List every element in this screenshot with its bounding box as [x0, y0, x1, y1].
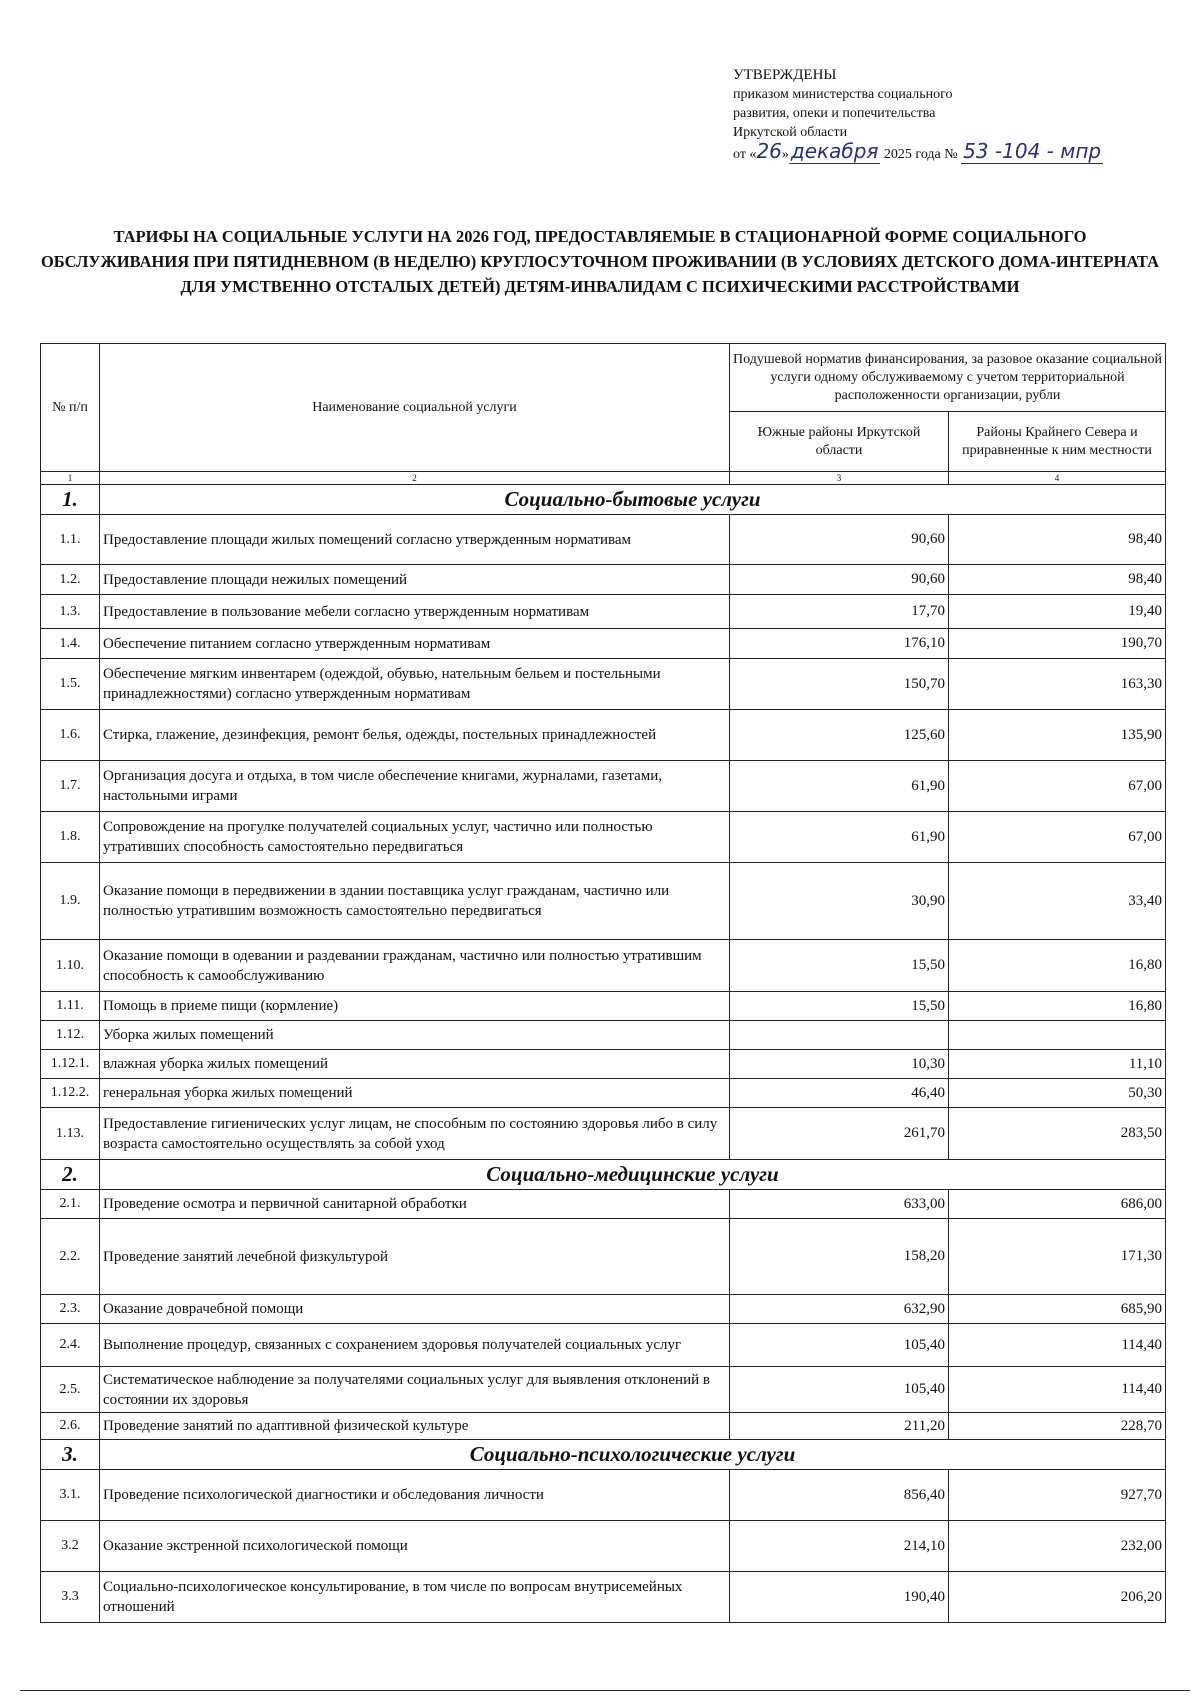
service-number: 1.7. [41, 761, 100, 812]
column-number-1: 1 [41, 472, 100, 485]
service-name: Предоставление в пользование мебели согласно утвержденным нормативам [100, 595, 730, 629]
column-number-3: 3 [730, 472, 949, 485]
tariff-south: 15,50 [730, 940, 949, 992]
tariff-south: 15,50 [730, 992, 949, 1021]
service-number: 1.8. [41, 812, 100, 863]
table-row [41, 863, 1166, 940]
tariff-north: 16,80 [949, 940, 1166, 992]
service-number: 1.3. [41, 595, 100, 629]
service-number: 1.13. [41, 1108, 100, 1160]
service-name: Проведение занятий по адаптивной физической культуре [100, 1413, 730, 1440]
tariff-south: 46,40 [730, 1079, 949, 1108]
tariff-south: 261,70 [730, 1108, 949, 1160]
service-number: 1.12.1. [41, 1050, 100, 1079]
header-south: Южные районы Иркутской области [730, 412, 949, 472]
service-name: Предоставление площади нежилых помещений [100, 565, 730, 595]
tariff-south: 105,40 [730, 1324, 949, 1367]
service-name: Помощь в приеме пищи (кормление) [100, 992, 730, 1021]
service-number: 1.12. [41, 1021, 100, 1050]
service-name: Оказание помощи в одевании и раздевании гражданам, частично или полностью утратившим способность к самообслуживанию [100, 940, 730, 992]
service-number: 1.10. [41, 940, 100, 992]
table-row [41, 1108, 1166, 1160]
service-name: Организация досуга и отдыха, в том числе обеспечение книгами, журналами, газетами, настольными играми [100, 761, 730, 812]
tariff-south: 211,20 [730, 1413, 949, 1440]
tariff-south: 150,70 [730, 659, 949, 710]
section-row [41, 485, 1166, 515]
tariff-north: 927,70 [949, 1470, 1166, 1521]
table-row [41, 629, 1166, 659]
service-number: 3.2 [41, 1521, 100, 1572]
handwritten-order-number: 53 -104 - мпр [963, 139, 1102, 163]
table-row [41, 1367, 1166, 1413]
tariff-south: 90,60 [730, 565, 949, 595]
service-number: 2.5. [41, 1367, 100, 1413]
header-num: № п/п [41, 344, 100, 472]
tariffs-table [40, 343, 1166, 1623]
service-name: Оказание помощи в передвижении в здании поставщика услуг гражданам, частично или полностью утратившим возможность самостоятельно передвигаться [100, 863, 730, 940]
tariff-north: 171,30 [949, 1219, 1166, 1295]
header-financing: Подушевой норматив финансирования, за разовое оказание социальной услуги одному обслуживаемому с учетом территориальной расположенности организации, рубли [730, 344, 1166, 412]
table-row [41, 761, 1166, 812]
tariff-north: 50,30 [949, 1079, 1166, 1108]
tariff-north: 19,40 [949, 595, 1166, 629]
table-header [41, 344, 1166, 485]
column-number-4: 4 [949, 472, 1166, 485]
tariff-north: 685,90 [949, 1295, 1166, 1324]
service-name: Сопровождение на прогулке получателей социальных услуг, частично или полностью утративших способность самостоятельно передвигаться [100, 812, 730, 863]
table-row [41, 1079, 1166, 1108]
tariff-south: 632,90 [730, 1295, 949, 1324]
year-text: 2025 года № [880, 147, 962, 162]
service-name: генеральная уборка жилых помещений [100, 1079, 730, 1108]
approval-stamp [733, 66, 1173, 164]
table-row [41, 1521, 1166, 1572]
tariff-north: 190,70 [949, 629, 1166, 659]
service-name: Уборка жилых помещений [100, 1021, 730, 1050]
approval-line-1: приказом министерства социального [733, 87, 953, 102]
tariff-north: 16,80 [949, 992, 1166, 1021]
tariff-south: 158,20 [730, 1219, 949, 1295]
tariff-south: 190,40 [730, 1572, 949, 1623]
approval-line-3: Иркутской области [733, 125, 848, 140]
tariff-south: 17,70 [730, 595, 949, 629]
date-prefix: от « [733, 147, 757, 162]
tariff-south: 214,10 [730, 1521, 949, 1572]
approval-date-line [733, 139, 1173, 164]
tariff-south: 30,90 [730, 863, 949, 940]
handwritten-day: 26 [756, 139, 782, 163]
section-row [41, 1160, 1166, 1190]
document-title: ТАРИФЫ НА СОЦИАЛЬНЫЕ УСЛУГИ НА 2026 ГОД, ПРЕДОСТАВЛЯЕМЫЕ В СТАЦИОНАРНОЙ ФОРМЕ СОЦИАЛЬНОГО ОБСЛУЖИВАНИЯ ПРИ ПЯТИДНЕВНОМ (В НЕДЕЛЮ) КРУГЛОСУТОЧНОМ ПРОЖИВАНИИ (В УСЛОВИЯХ ДЕТСКОГО ДОМА-ИНТЕРНАТА ДЛЯ УМСТВЕННО ОТСТАЛЫХ ДЕТЕЙ) ДЕТЯМ-ИНВАЛИДАМ С ПСИХИЧЕСКИМИ РАССТРОЙСТВАМИ [40, 227, 1160, 296]
service-number: 2.2. [41, 1219, 100, 1295]
approval-title: УТВЕРЖДЕНЫ [733, 67, 837, 83]
approval-line-2: развития, опеки и попечительства [733, 106, 936, 121]
tariff-north: 33,40 [949, 863, 1166, 940]
tariff-south: 61,90 [730, 812, 949, 863]
section-number: 1. [41, 485, 100, 515]
service-number: 2.3. [41, 1295, 100, 1324]
service-number: 2.4. [41, 1324, 100, 1367]
tariff-south: 856,40 [730, 1470, 949, 1521]
tariff-south: 61,90 [730, 761, 949, 812]
section-row [41, 1440, 1166, 1470]
tariff-south: 90,60 [730, 515, 949, 565]
tariff-south: 10,30 [730, 1050, 949, 1079]
service-name: Обеспечение питанием согласно утвержденным нормативам [100, 629, 730, 659]
table-row [41, 1190, 1166, 1219]
header-north: Районы Крайнего Севера и приравненные к ним местности [949, 412, 1166, 472]
table-body [41, 485, 1166, 1623]
service-number: 2.1. [41, 1190, 100, 1219]
service-number: 3.1. [41, 1470, 100, 1521]
bottom-divider [20, 1690, 1190, 1691]
tariff-north: 232,00 [949, 1521, 1166, 1572]
table-row [41, 1413, 1166, 1440]
tariff-south: 176,10 [730, 629, 949, 659]
service-number: 1.4. [41, 629, 100, 659]
handwritten-month: декабря [790, 139, 879, 163]
tariff-north: 67,00 [949, 761, 1166, 812]
table-row [41, 992, 1166, 1021]
table-row [41, 1021, 1166, 1050]
table-row [41, 1050, 1166, 1079]
tariff-north: 114,40 [949, 1324, 1166, 1367]
tariff-north: 228,70 [949, 1413, 1166, 1440]
table-row [41, 1324, 1166, 1367]
section-number: 2. [41, 1160, 100, 1190]
tariff-north: 67,00 [949, 812, 1166, 863]
table-row [41, 565, 1166, 595]
section-title: Социально-бытовые услуги [100, 485, 1166, 515]
service-name: Социально-психологическое консультирование, в том числе по вопросам внутрисемейных отношений [100, 1572, 730, 1623]
service-name: Проведение осмотра и первичной санитарной обработки [100, 1190, 730, 1219]
service-name: влажная уборка жилых помещений [100, 1050, 730, 1079]
tariff-north: 11,10 [949, 1050, 1166, 1079]
tariff-south: 633,00 [730, 1190, 949, 1219]
table-row [41, 595, 1166, 629]
service-number: 1.5. [41, 659, 100, 710]
table-row [41, 1219, 1166, 1295]
date-mid: » [781, 147, 789, 162]
tariff-south: 105,40 [730, 1367, 949, 1413]
tariff-north: 206,20 [949, 1572, 1166, 1623]
service-name: Проведение занятий лечебной физкультурой [100, 1219, 730, 1295]
tariff-north: 283,50 [949, 1108, 1166, 1160]
tariff-north: 98,40 [949, 515, 1166, 565]
table-row [41, 710, 1166, 761]
service-number: 2.6. [41, 1413, 100, 1440]
table-row [41, 1572, 1166, 1623]
service-number: 1.12.2. [41, 1079, 100, 1108]
tariff-north [949, 1021, 1166, 1050]
table-row [41, 1470, 1166, 1521]
service-number: 1.2. [41, 565, 100, 595]
service-number: 3.3 [41, 1572, 100, 1623]
table-row [41, 659, 1166, 710]
tariff-north: 163,30 [949, 659, 1166, 710]
section-title: Социально-медицинские услуги [100, 1160, 1166, 1190]
service-name: Оказание доврачебной помощи [100, 1295, 730, 1324]
service-name: Обеспечение мягким инвентарем (одеждой, обувью, нательным бельем и постельными принадлежностями) согласно утвержденным нормативам [100, 659, 730, 710]
table-row [41, 812, 1166, 863]
tariff-north: 114,40 [949, 1367, 1166, 1413]
service-number: 1.9. [41, 863, 100, 940]
table-row [41, 1295, 1166, 1324]
service-number: 1.6. [41, 710, 100, 761]
table-row [41, 940, 1166, 992]
section-number: 3. [41, 1440, 100, 1470]
tariff-north: 135,90 [949, 710, 1166, 761]
tariff-north: 98,40 [949, 565, 1166, 595]
tariff-north: 686,00 [949, 1190, 1166, 1219]
column-number-2: 2 [100, 472, 730, 485]
tariff-south: 125,60 [730, 710, 949, 761]
service-name: Предоставление гигиенических услуг лицам, не способным по состоянию здоровья либо в силу возраста самостоятельно осуществлять за собой уход [100, 1108, 730, 1160]
service-number: 1.1. [41, 515, 100, 565]
service-name: Проведение психологической диагностики и обследования личности [100, 1470, 730, 1521]
service-name: Стирка, глажение, дезинфекция, ремонт белья, одежды, постельных принадлежностей [100, 710, 730, 761]
service-name: Оказание экстренной психологической помощи [100, 1521, 730, 1572]
service-number: 1.11. [41, 992, 100, 1021]
tariff-south [730, 1021, 949, 1050]
section-title: Социально-психологические услуги [100, 1440, 1166, 1470]
service-name: Систематическое наблюдение за получателями социальных услуг для выявления отклонений в состоянии их здоровья [100, 1367, 730, 1413]
table-row [41, 515, 1166, 565]
service-name: Предоставление площади жилых помещений согласно утвержденным нормативам [100, 515, 730, 565]
header-name: Наименование социальной услуги [100, 344, 730, 472]
service-name: Выполнение процедур, связанных с сохранением здоровья получателей социальных услуг [100, 1324, 730, 1367]
